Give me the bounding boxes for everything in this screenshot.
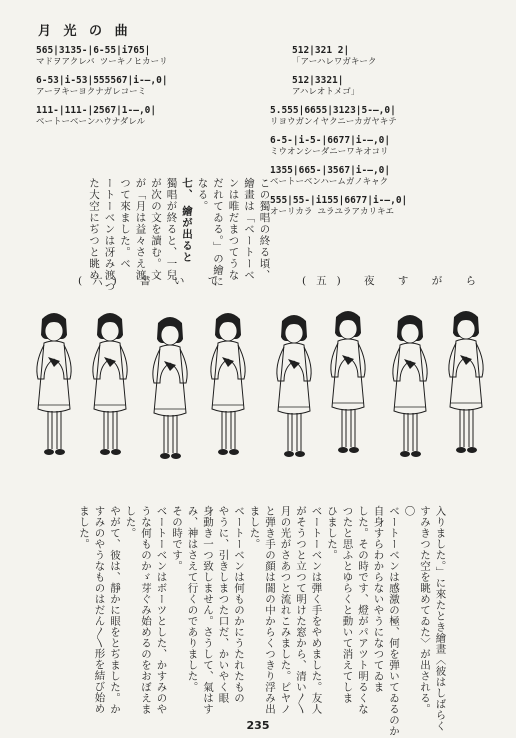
text-line: と弾き手の顔は闇の中からくつきり浮み出 [264, 505, 276, 715]
notation-row [270, 166, 407, 186]
text-line: 獨唱が終ると、一兒 [165, 177, 178, 281]
notation-row [270, 136, 407, 156]
text-line: すみきつた空を眺めてゐた〉が出される。 [419, 505, 431, 715]
notation-row [36, 106, 168, 126]
notation-lyrics: ベートーベンハームガノキャク [270, 176, 389, 187]
notation-notes: 6-53|i-53|555567|i-—,0| [36, 75, 168, 86]
text-line: ました。 [248, 505, 261, 550]
girl-figure [211, 313, 245, 455]
text-line: 身動き一つ致しません。さうして、氣はす [202, 505, 214, 715]
notation-row [270, 196, 407, 216]
girl-figure [37, 313, 71, 455]
text-line: やうに、引きしまつた口だ、かいやく眼 [217, 505, 230, 704]
text-line: ベートーベンは何ものかにうたれたもの [233, 505, 245, 704]
notation-lyrics: ミウオンシーダニーワキオコリ [270, 146, 389, 157]
notation-notes: 1355|665-|3567|i-—,0| [270, 165, 391, 176]
text-line: ンは唯だまつてうな [227, 177, 240, 281]
text-line: た大空にぢつと眺め [88, 177, 100, 281]
notation-row [270, 106, 407, 126]
text-line: 月の光がさあつと流れこみました。ピヤノ [279, 505, 292, 715]
text-line: ました。 [78, 505, 90, 550]
text-line: した。その時です、燈がパアツト明るくな [357, 505, 369, 715]
text-line: み、神はさえて行くのでありました。 [186, 505, 199, 693]
notation-row [270, 46, 407, 66]
notation-row [36, 46, 168, 66]
text-line: 入りました。」に來たとき繪畫〈彼はしばらく [434, 505, 447, 732]
notation-notes: 555|55-|i155|6677|i-—,0| [270, 195, 408, 206]
illustration-right-girls [270, 305, 495, 475]
text-line: この獨唱の終る頃、 [258, 177, 271, 281]
illustration-left-girls [30, 305, 255, 475]
text-line: なる。 [196, 177, 209, 212]
text-line: だれてゐる。」の繪に [212, 177, 224, 288]
section-heading: 七、 繪が出ると [181, 177, 193, 263]
text-line: やがて、彼は、靜かに眼をとぢました。か [109, 505, 121, 715]
notation-lyrics: 「アーハレワガキーク [292, 56, 377, 67]
notation-lyrics: リヨウガンイヤクニーカガヤキテ [270, 116, 397, 127]
notation-lyrics: ベートーベーンハウナダレル [36, 116, 146, 127]
text-line: すみのやうなものはだん〱形を結び始め [93, 505, 106, 714]
girl-figure [331, 311, 365, 453]
text-line: うな何ものかゞ芽ぐみ始めるのをおぼえま [140, 505, 152, 715]
girl-figure [153, 317, 187, 459]
illustration-caption-right: (五) 夜 す が ら [302, 275, 487, 287]
text-line: ベートーベンはボーツとした、かすみのや [155, 505, 168, 715]
girl-figure [393, 315, 427, 457]
notation-block-right [270, 46, 407, 226]
notation-lyrics: マドヲアクレバ ツーキノヒカーリ [36, 56, 168, 67]
notation-notes: 565|3135-|6-55|i765| [36, 45, 151, 56]
text-line: つて來ました。ベ [119, 177, 131, 270]
notation-row [36, 76, 168, 96]
notation-lyrics: アーヲキーヨクナガレコーミ [36, 86, 147, 97]
notation-lyrics: アハレオトメゴ」 [292, 86, 360, 97]
text-line: が「月は益々さえ渡 [134, 177, 147, 281]
text-line: その時です。 [171, 505, 183, 572]
text-line: ベートーベンは感激の極、何を弾いてゐるのか [388, 505, 400, 737]
notation-notes: 512|321 2| [292, 45, 350, 56]
text-line: つたと思ふとゆらくと動いて消えてしま [341, 505, 354, 704]
text-line: がそうつと立つて明けた窓から、清い〱 [295, 505, 307, 714]
text-line: ベートーベンは弾く手をやめました。友人 [310, 505, 323, 715]
girl-figure [93, 313, 127, 455]
girl-figure [277, 315, 311, 457]
text-line: 〇 [403, 505, 416, 517]
illustration-caption-left: (六) 書 い て [78, 275, 229, 287]
text-line: した。 [124, 505, 137, 539]
notation-lyrics: オーリカラ ユラユラアカリキエ [270, 206, 394, 217]
girl-figure [449, 311, 483, 453]
notation-notes: 512|3321| [292, 75, 344, 86]
song-title: 月 光 の 曲 [38, 24, 132, 39]
page-number: 235 [246, 719, 270, 732]
notation-row [270, 76, 407, 96]
text-line: 繪畫は「ベートーベ [243, 177, 255, 281]
text-line: が次の文を讀む。文 [150, 177, 162, 281]
text-line: 自身すらわからないやうになつてゐま [372, 505, 385, 693]
text-line: ひました。 [326, 505, 338, 561]
text-line: ートーベンは冴み渡つ [103, 177, 116, 293]
notation-block-left [36, 46, 168, 136]
notation-notes: 6-5-|i-5-|6677|i-—,0| [270, 135, 391, 146]
notation-notes: 5.555|6655|3123|5-—,0| [270, 105, 396, 116]
notation-notes: 111-|111-|2567|1-—,0| [36, 105, 157, 116]
